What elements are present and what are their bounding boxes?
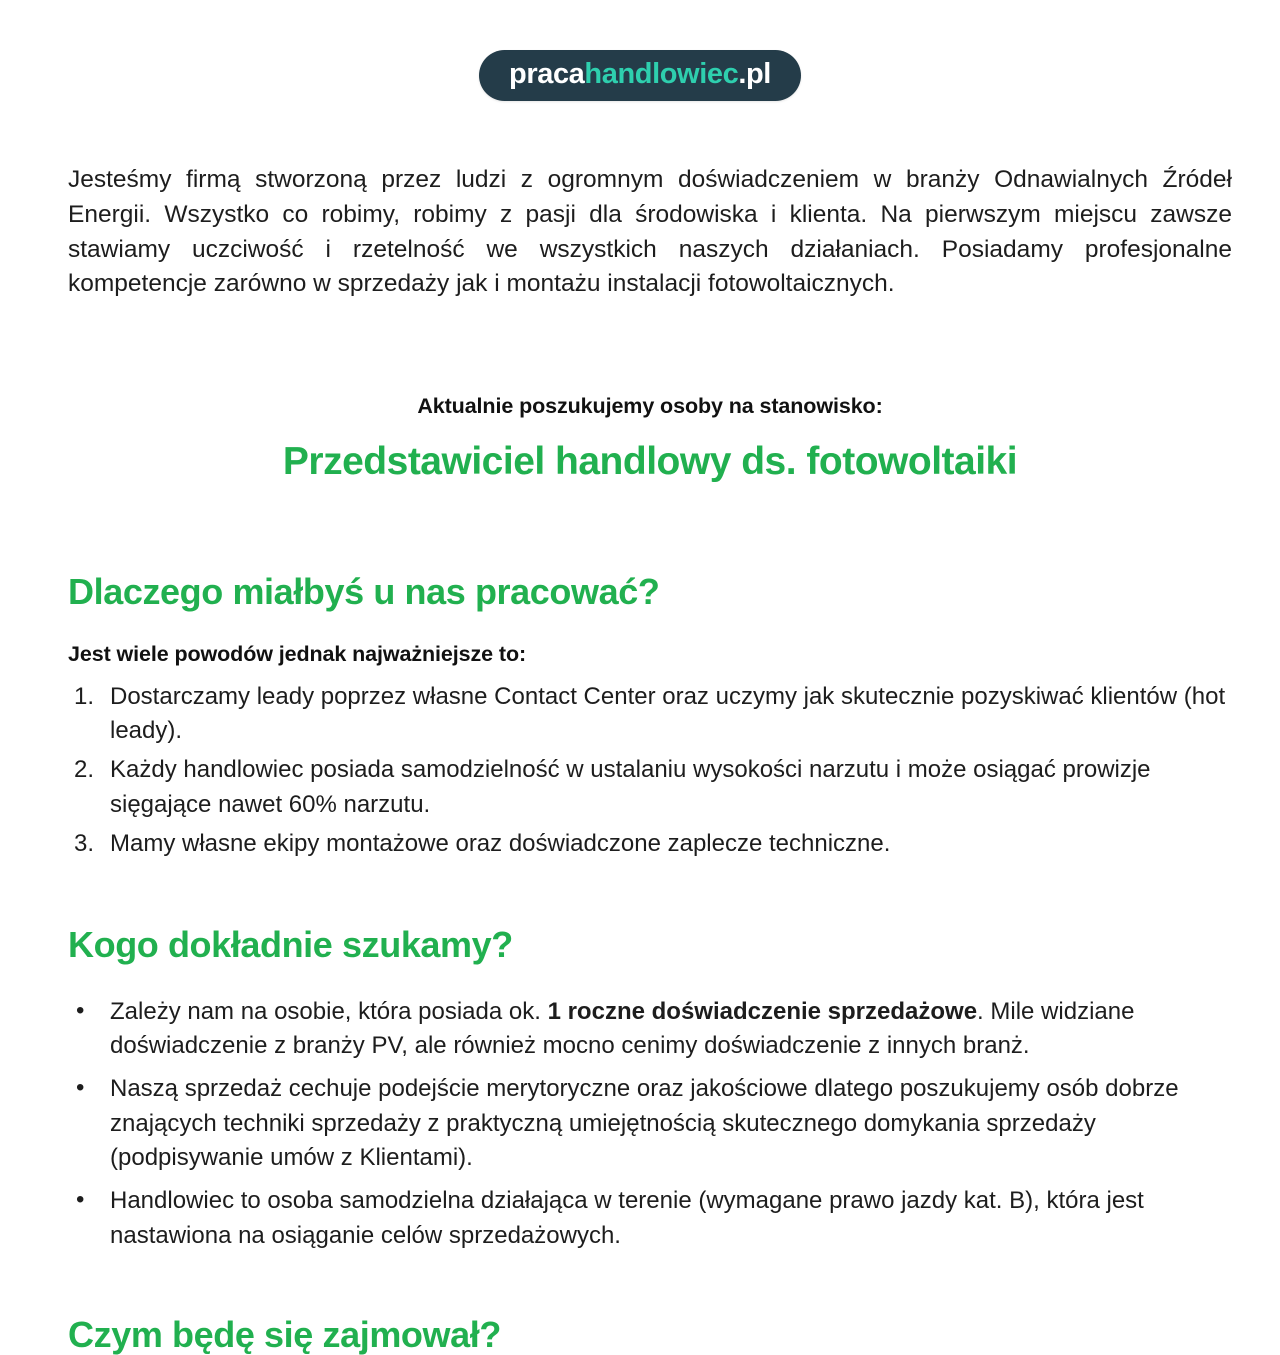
logo-word-praca: praca — [509, 58, 585, 90]
list-item-text: Dostarczamy leady poprzez własne Contact Center oraz uczymy jak skutecznie pozyskiwać klientów (hot leady). — [110, 682, 1226, 744]
list-item-text — [110, 998, 1134, 1059]
site-logo-header — [0, 0, 1280, 101]
seeking-lead-text: Aktualnie poszukujemy osoby na stanowisko: — [417, 394, 883, 419]
section-heading-tasks: Czym będę się zajmował? — [68, 1313, 501, 1355]
logo-pill[interactable] — [479, 50, 801, 101]
list-item-text: Mamy własne ekipy montażowe oraz doświadczone zaplecze techniczne. — [110, 829, 891, 857]
list-item-text: Handlowiec to osoba samodzielna działająca w terenie (wymagane prawo jazdy kat. B), która jest nastawiona na osiąganie celów sprzedażowych. — [110, 1187, 1144, 1249]
list-item — [68, 995, 1232, 1064]
who-list — [68, 995, 1232, 1253]
section-heading-who: Kogo dokładnie szukamy? — [68, 924, 513, 966]
list-item — [68, 753, 1232, 822]
list-item — [68, 827, 1232, 861]
list-item — [68, 680, 1232, 749]
bullet-icon: • — [76, 1074, 85, 1102]
list-item-text: Każdy handlowiec posiada samodzielność w ustalaniu wysokości narzutu i może osiągać prowizje sięgające nawet 60% narzutu. — [110, 756, 1151, 818]
list-item — [68, 1072, 1232, 1175]
why-list — [68, 680, 1232, 862]
page-content — [0, 163, 1280, 1354]
list-marker: 3. — [74, 829, 95, 857]
logo-text — [509, 60, 771, 89]
list-item-text: Naszą sprzedaż cechuje podejście merytoryczne oraz jakościowe dlatego poszukujemy osób dobrze znających techniki sprzedaży z praktyczną umiejętnością skutecznego domykania sprzedaży (podpisywanie umów z Klientami). — [110, 1075, 1179, 1171]
section-why-subheading: Jest wiele powodów jednak najważniejsze to: — [68, 641, 527, 666]
list-item-text-suffix: . Mile widziane doświadczenie z branży PV, ale również mocno cenimy doświadczenie z innych branż. — [110, 997, 1135, 1059]
section-heading-why: Dlaczego miałbyś u nas pracować? — [68, 571, 660, 613]
list-item-text-prefix: Zależy nam na osobie, która posiada ok. — [110, 997, 548, 1025]
list-marker: 1. — [74, 682, 95, 710]
logo-word-handlowiec: handlowiec — [584, 58, 739, 90]
logo-word-tld: .pl — [738, 58, 771, 90]
bullet-icon: • — [76, 996, 85, 1024]
bullet-icon: • — [76, 1186, 85, 1214]
seeking-block — [68, 394, 1232, 484]
list-item — [68, 1184, 1232, 1253]
list-marker: 2. — [74, 756, 95, 784]
list-item-text-bold: 1 roczne doświadczenie sprzedażowe — [547, 997, 978, 1025]
job-title: Przedstawiciel handlowy ds. fotowoltaiki — [282, 440, 1018, 484]
intro-paragraph: Jesteśmy firmą stworzoną przez ludzi z ogromnym doświadczeniem w branży Odnawialnych Źródeł Energii. Wszystko co robimy, robimy z pasji dla środowiska i klienta. Na pierwszym miejscu zawsze stawiamy uczciwość i rzetelność we wszystkich naszych działaniach. Posiadamy profesjonalne kompetencje zarówno w sprzedaży jak i montażu instalacji fotowoltaicznych. — [68, 166, 1232, 298]
